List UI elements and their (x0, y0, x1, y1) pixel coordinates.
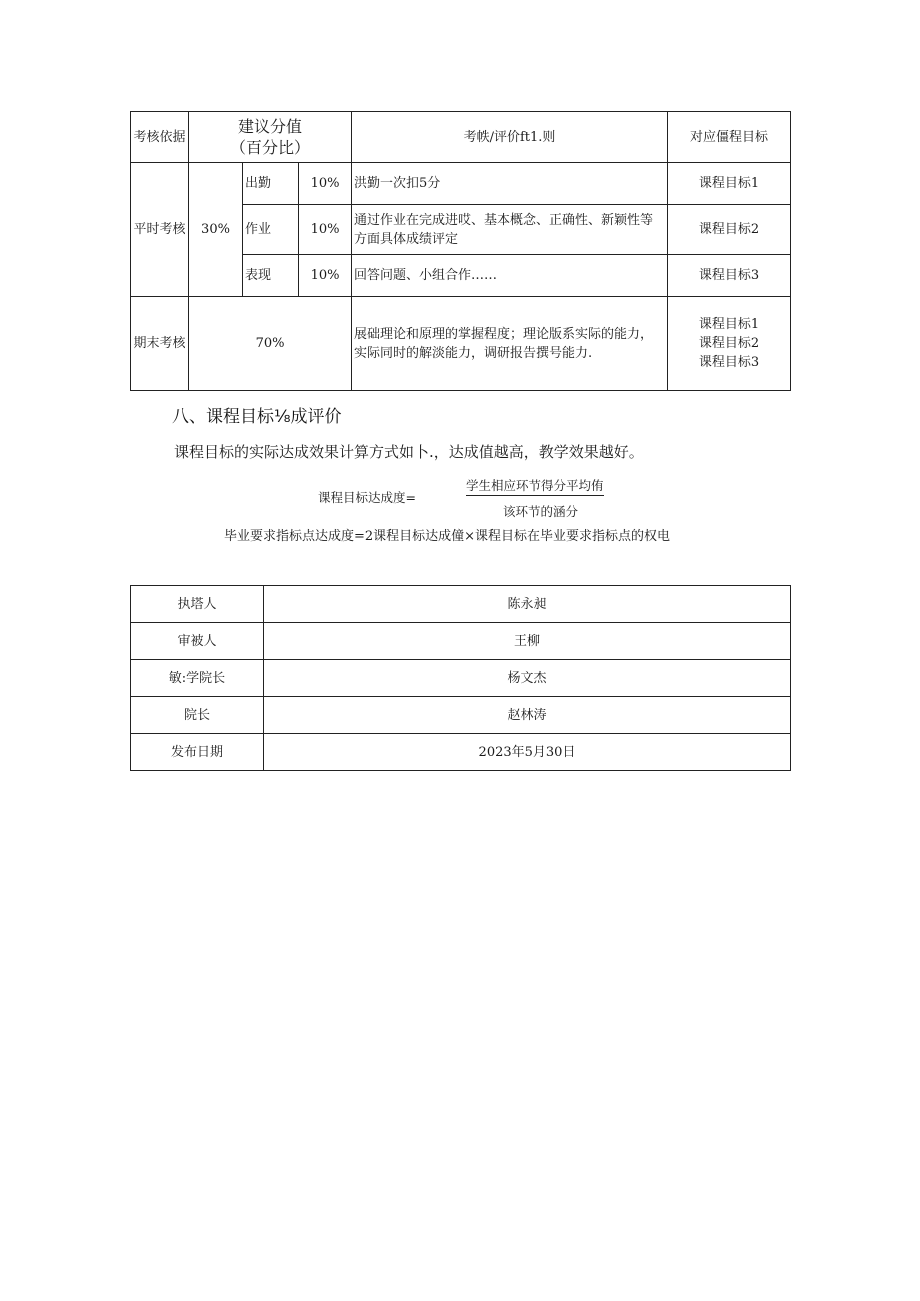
header-goal: 对应僵程目标 (668, 112, 791, 163)
item-desc: 回答问题、小组合作…… (352, 255, 668, 297)
table-row (131, 734, 791, 771)
final-goal-2: 课程目标2 (698, 336, 760, 351)
header-criteria: 考帙/评价ft1.则 (352, 112, 668, 163)
item-goal: 课程目标1 (668, 163, 791, 205)
item-pct: 10% (299, 205, 352, 255)
signoff-role: 审被人 (131, 623, 264, 660)
formula-denominator: 该环节的涵分 (503, 504, 579, 519)
assessment-table (130, 111, 791, 391)
signoff-role: 敏:学院长 (131, 660, 264, 697)
signoff-role: 发布日期 (131, 734, 264, 771)
item-desc: 洪勤一次扣5分 (352, 163, 668, 205)
regular-weight: 30% (189, 163, 243, 297)
final-label: 期末考核 (131, 297, 189, 391)
section-heading: 八、课程目标⅛成评价 (172, 407, 342, 427)
signoff-table (130, 585, 791, 771)
table-row (131, 697, 791, 734)
table-row (131, 586, 791, 623)
signoff-name: 王柳 (264, 623, 791, 660)
final-goal-3: 课程目标3 (698, 355, 760, 370)
signoff-role: 院长 (131, 697, 264, 734)
final-goals (668, 297, 791, 391)
item-desc: 通过作业在完成进哎、基本概念、正确性、新颖性等方面具体成绩评定 (352, 205, 668, 255)
intro-text: 课程目标的实际达成效果计算方式如卜.，达成值越高，教学效果越好。 (174, 443, 644, 461)
signoff-name: 赵林涛 (264, 697, 791, 734)
signoff-name: 陈永昶 (264, 586, 791, 623)
item-goal: 课程目标3 (668, 255, 791, 297)
item-pct: 10% (299, 163, 352, 205)
header-score (189, 112, 352, 163)
header-score-line2: （百分比） (230, 138, 311, 157)
formula-numerator: 学生相应环节得分平均侑 (466, 476, 604, 496)
final-goal-1: 课程目标1 (698, 317, 760, 332)
table-row (131, 163, 791, 205)
table-row (131, 623, 791, 660)
table-row (131, 660, 791, 697)
table-row (131, 297, 791, 391)
signoff-name: 杨文杰 (264, 660, 791, 697)
item-name: 表现 (243, 255, 299, 297)
item-name: 出勤 (243, 163, 299, 205)
item-goal: 课程目标2 (668, 205, 791, 255)
signoff-name: 2023年5月30日 (264, 734, 791, 771)
item-pct: 10% (299, 255, 352, 297)
header-score-line1: 建议分值 (238, 117, 303, 136)
regular-label: 平时考核 (131, 163, 189, 297)
item-name: 作业 (243, 205, 299, 255)
graduation-formula: 毕业要求指标点达成度=2课程目标达成僮×课程目标在毕业要求指标点的权电 (224, 529, 671, 544)
signoff-role: 执塔人 (131, 586, 264, 623)
header-basis: 考核依据 (131, 112, 189, 163)
final-desc: 展础理论和原理的掌握程度；理论版系实际的能力，实际同时的解淡能力，调研报告撰号能力. (352, 297, 668, 391)
formula-label: 课程目标达成度= (318, 490, 416, 505)
final-weight: 70% (189, 297, 352, 391)
